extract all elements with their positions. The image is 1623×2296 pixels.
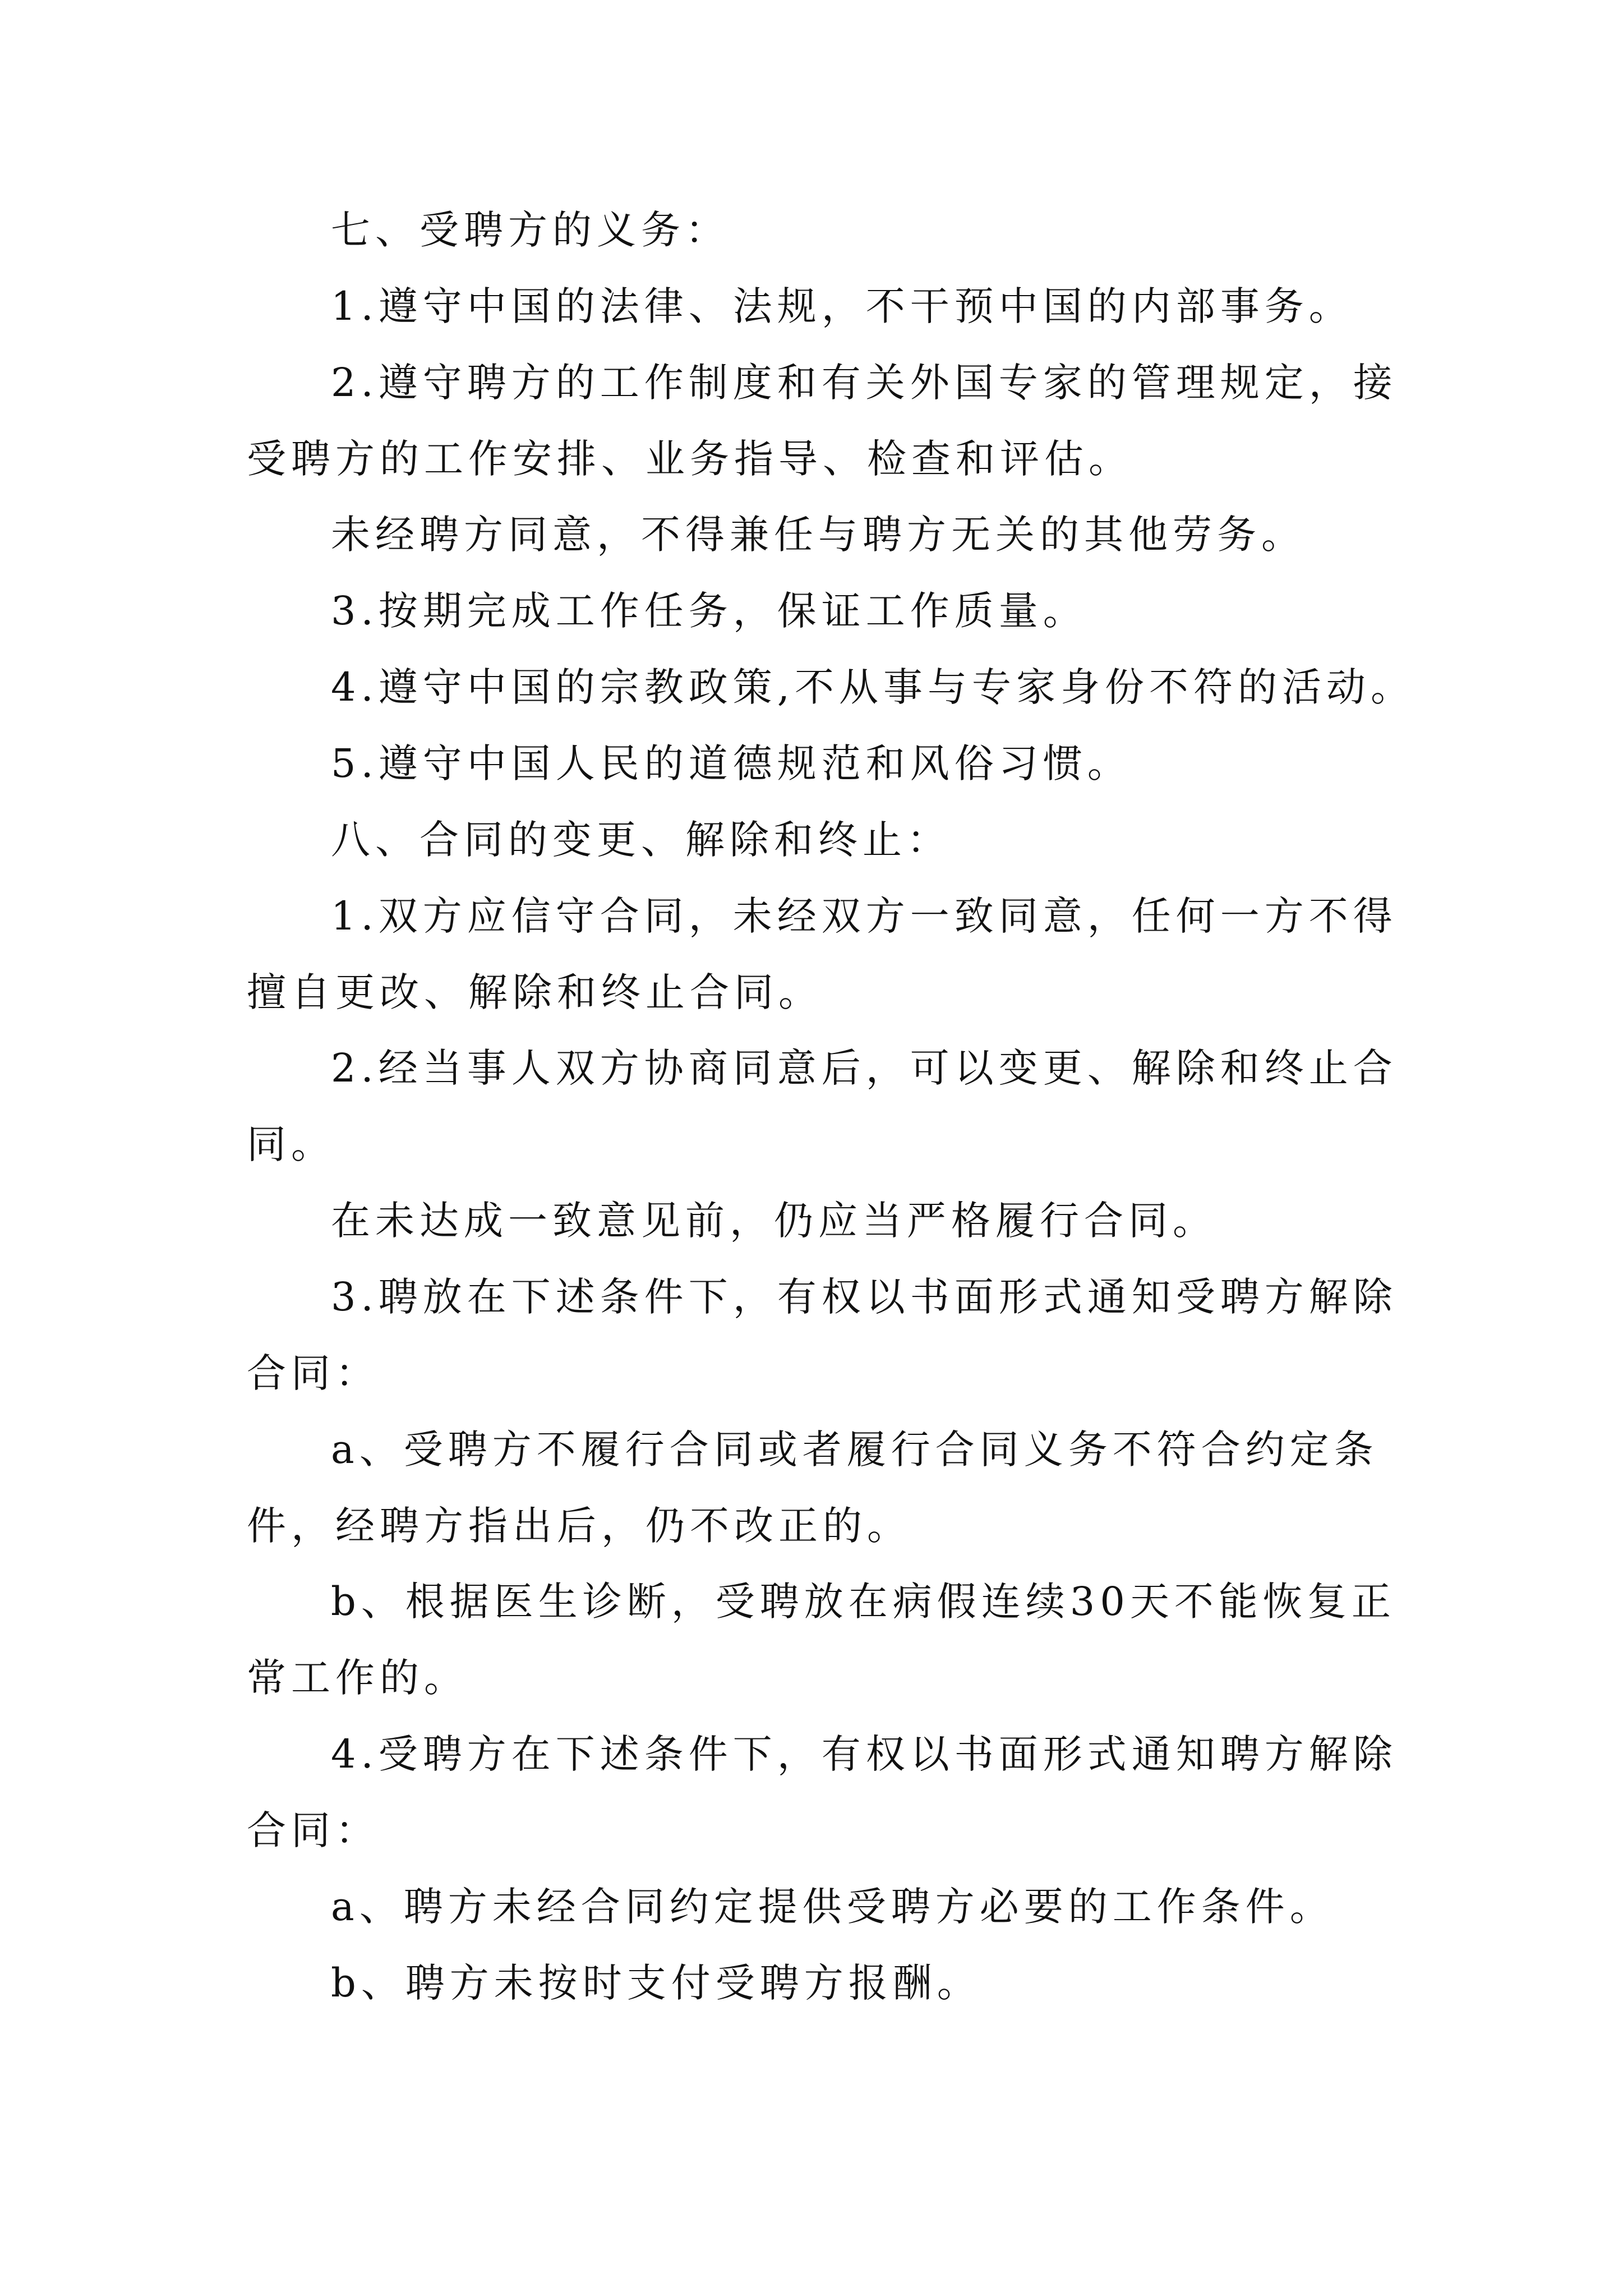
paragraph-line: 合同：: [247, 1350, 380, 1396]
paragraph-line: 1.双方应信守合同，未经双方一致同意，任何一方不得: [331, 893, 1398, 939]
paragraph-line: 在未达成一致意见前，仍应当严格履行合同。: [331, 1198, 1217, 1244]
paragraph-line: 未经聘方同意，不得兼任与聘方无关的其他劳务。: [331, 512, 1306, 558]
paragraph-line: 3.聘放在下述条件下，有权以书面形式通知受聘方解除: [331, 1274, 1398, 1320]
paragraph-line: 常工作的。: [247, 1655, 468, 1701]
paragraph-line: 5.遵守中国人民的道德规范和风俗习惯。: [331, 740, 1132, 786]
paragraph-line: 3.按期完成工作任务，保证工作质量。: [331, 588, 1087, 634]
paragraph-line: 4.遵守中国的宗教政策,不从事与专家身份不符的活动。: [331, 664, 1415, 710]
paragraph-line: b、根据医生诊断，受聘放在病假连续30天不能恢复正: [331, 1579, 1396, 1625]
paragraph-line: 受聘方的工作安排、业务指导、检查和评估。: [247, 436, 1133, 482]
paragraph-line: b、聘方未按时支付受聘方报酬。: [331, 1960, 981, 2006]
paragraph-line: 2.经当事人双方协商同意后，可以变更、解除和终止合: [331, 1045, 1398, 1091]
paragraph-line: 擅自更改、解除和终止合同。: [247, 969, 823, 1015]
section-heading-8: 八、合同的变更、解除和终止：: [331, 817, 951, 863]
paragraph-line: 4.受聘方在下述条件下，有权以书面形式通知聘方解除: [331, 1731, 1398, 1777]
section-heading-7: 七、受聘方的义务：: [331, 207, 730, 253]
paragraph-line: 1.遵守中国的法律、法规，不干预中国的内部事务。: [331, 283, 1353, 329]
paragraph-line: 合同：: [247, 1807, 380, 1853]
paragraph-line: 件，经聘方指出后，仍不改正的。: [247, 1503, 911, 1549]
paragraph-line: 2.遵守聘方的工作制度和有关外国专家的管理规定，接: [331, 360, 1398, 406]
paragraph-line: a、聘方未经合同约定提供受聘方必要的工作条件。: [331, 1884, 1334, 1930]
paragraph-line: a、受聘方不履行合同或者履行合同义务不符合约定条: [331, 1427, 1378, 1473]
paragraph-line: 同。: [247, 1121, 335, 1167]
